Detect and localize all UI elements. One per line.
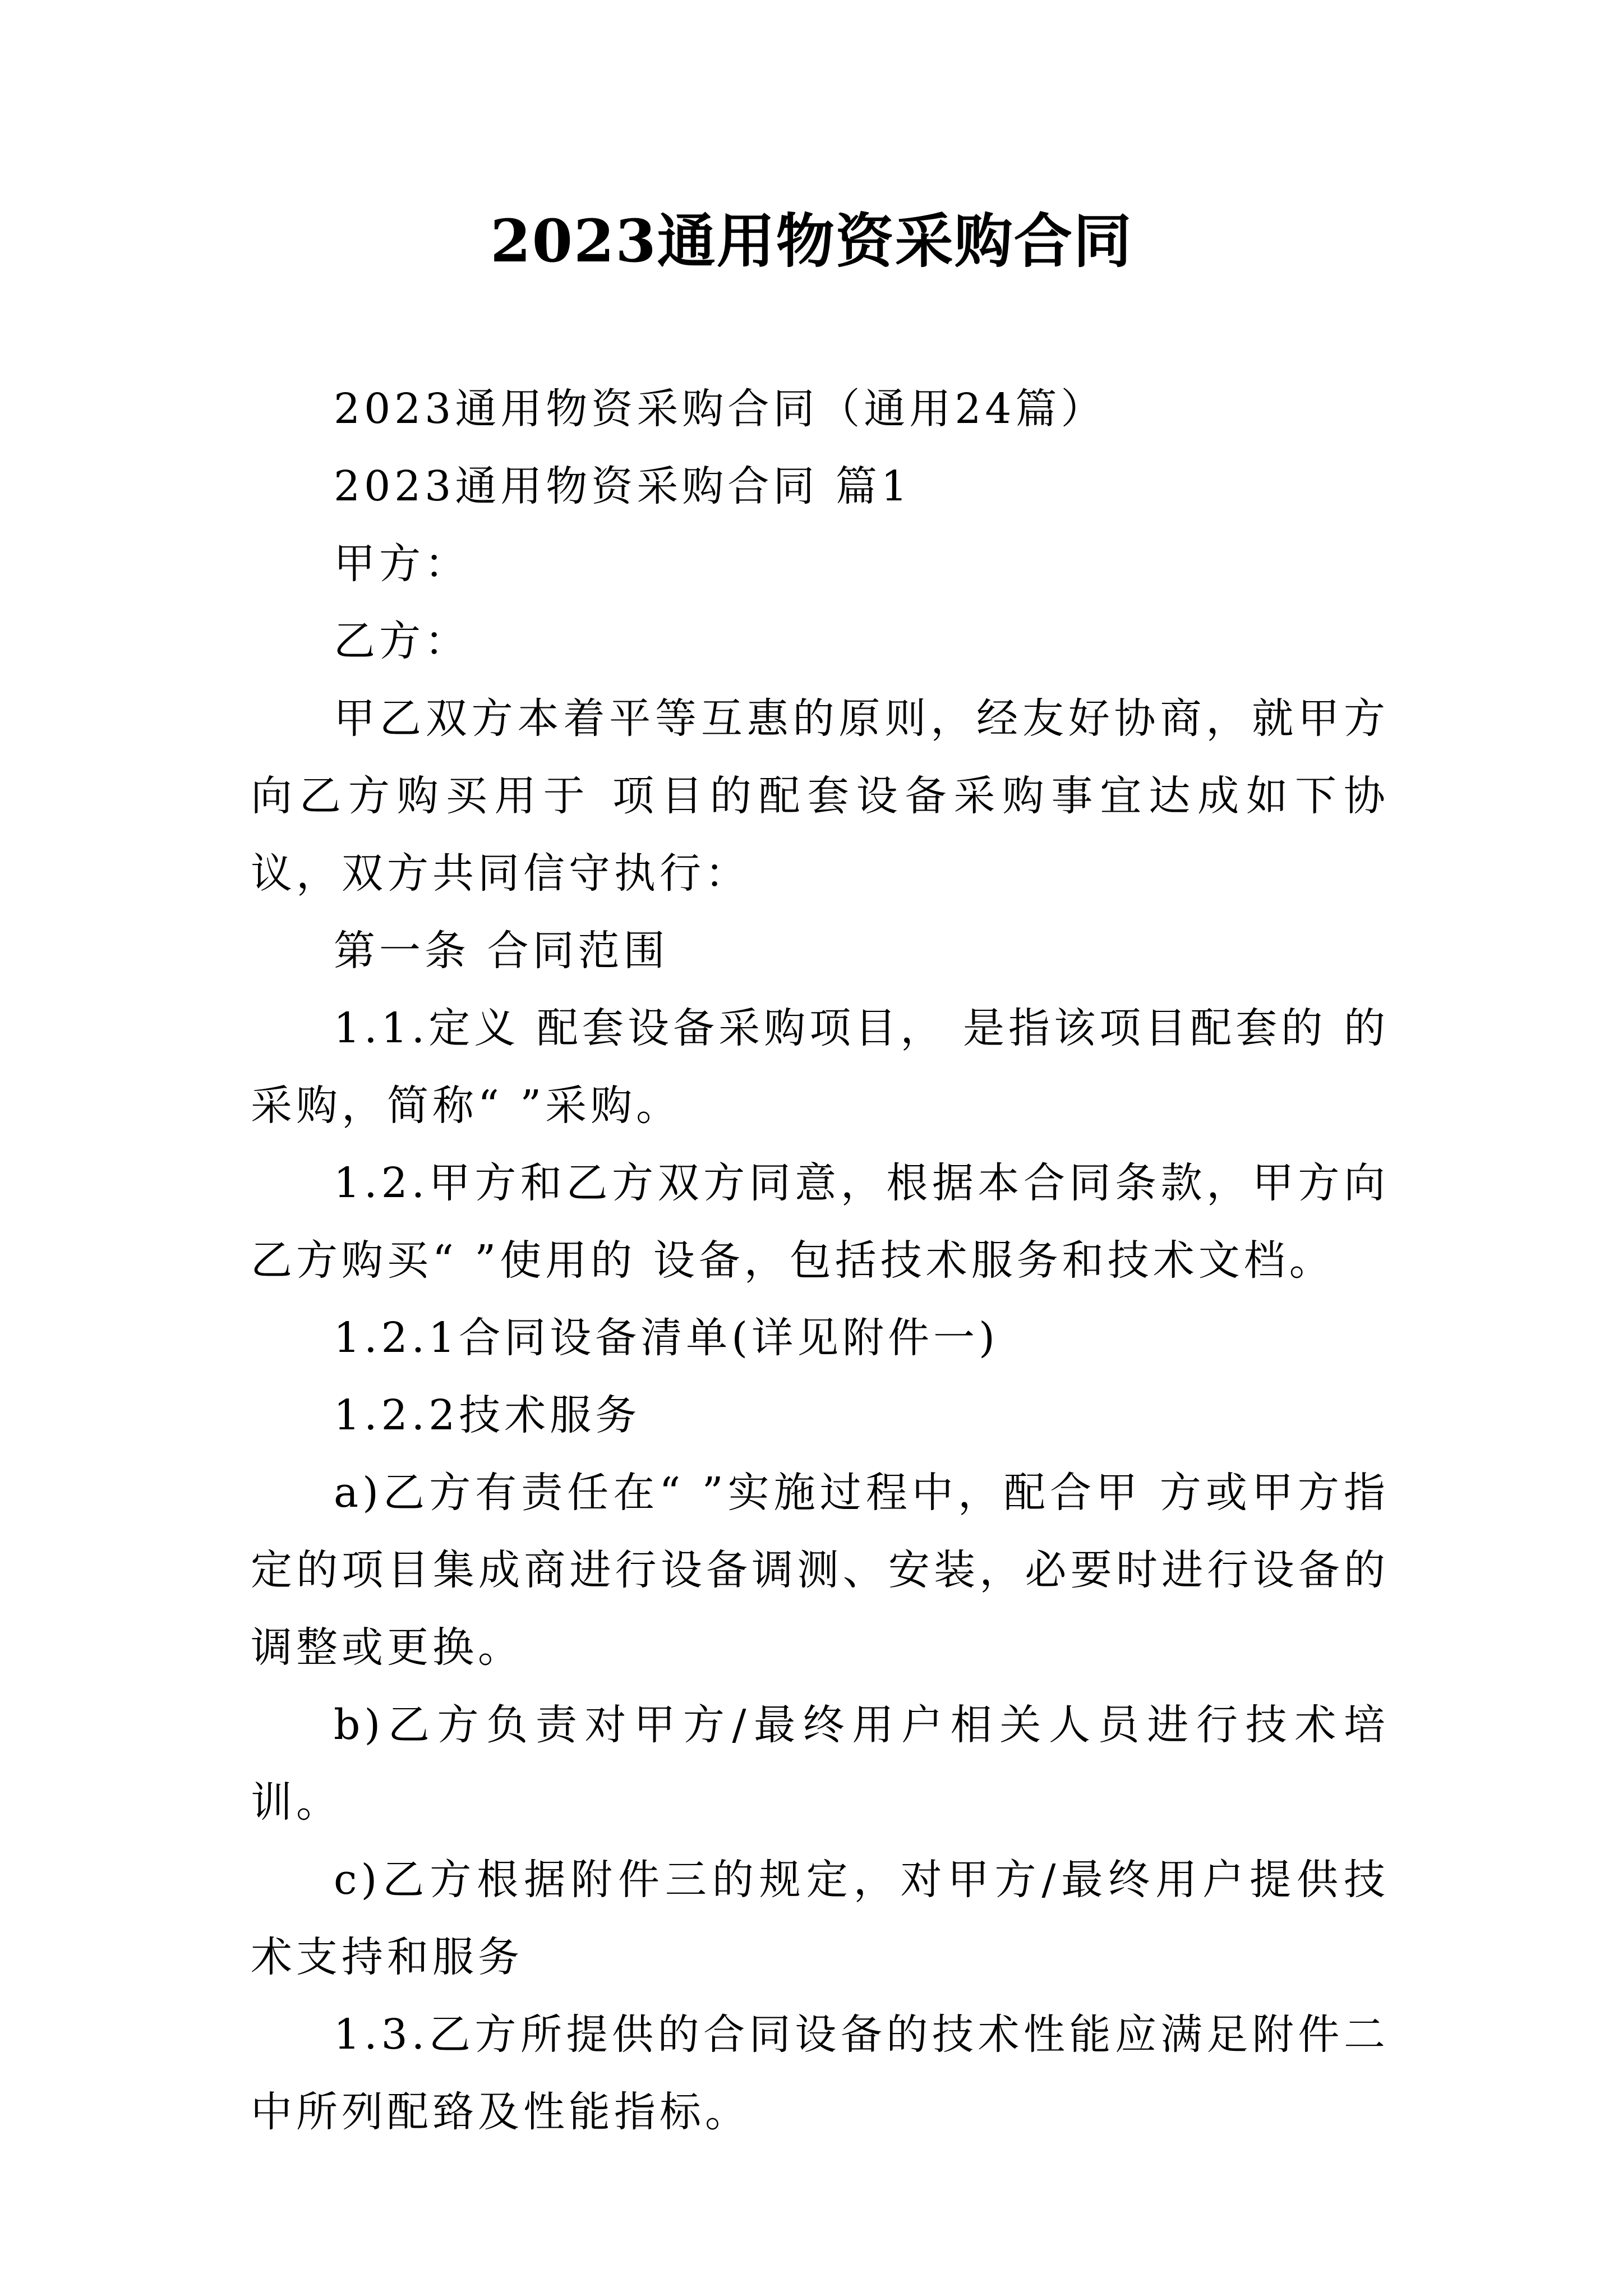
- paragraph-party-a: 甲方：: [334, 540, 470, 588]
- paragraph-item-a: a)乙方有责任在“ ”实施过程中，配合甲 方或甲方指定的项目集成商进行设备调测、安装，必要时进行设备的调整或更换。: [251, 1469, 1389, 1672]
- paragraph-item-b: b)乙方负责对甲方/最终用户相关人员进行技术培训。: [251, 1701, 1389, 1826]
- paragraph-item-c: c)乙方根据附件三的规定，对甲方/最终用户提供技术支持和服务: [251, 1856, 1389, 1981]
- paragraph-clause-1-2: 1.2.甲方和乙方双方同意，根据本合同条款，甲方向乙方购买“ ”使用的 设备，包括技术服务和技术文档。: [251, 1159, 1389, 1285]
- paragraph-subtitle: 2023通用物资采购合同（通用24篇）: [334, 385, 1106, 433]
- paragraph-party-b: 乙方：: [334, 617, 470, 665]
- document-body: [251, 370, 1389, 2151]
- paragraph-clause-1-1: 1.1.定义 配套设备采购项目， 是指该项目配套的 的采购，简称“ ”采购。: [251, 1004, 1389, 1130]
- paragraph-preamble: 甲乙双方本着平等互惠的原则，经友好协商，就甲方向乙方购买用于 项目的配套设备采购事宜达成如下协议，双方共同信守执行：: [251, 694, 1389, 898]
- paragraph-section-heading: 2023通用物资采购合同 篇1: [334, 462, 911, 510]
- paragraph-clause-1-3: 1.3.乙方所提供的合同设备的技术性能应满足附件二中所列配臵及性能指标。: [251, 2010, 1389, 2136]
- paragraph-article-1: 第一条 合同范围: [334, 927, 669, 975]
- paragraph-clause-1-2-1: 1.2.1合同设备清单(详见附件一): [334, 1314, 999, 1362]
- document-title: 2023通用物资采购合同: [490, 206, 1133, 275]
- paragraph-clause-1-2-2: 1.2.2技术服务: [334, 1391, 641, 1439]
